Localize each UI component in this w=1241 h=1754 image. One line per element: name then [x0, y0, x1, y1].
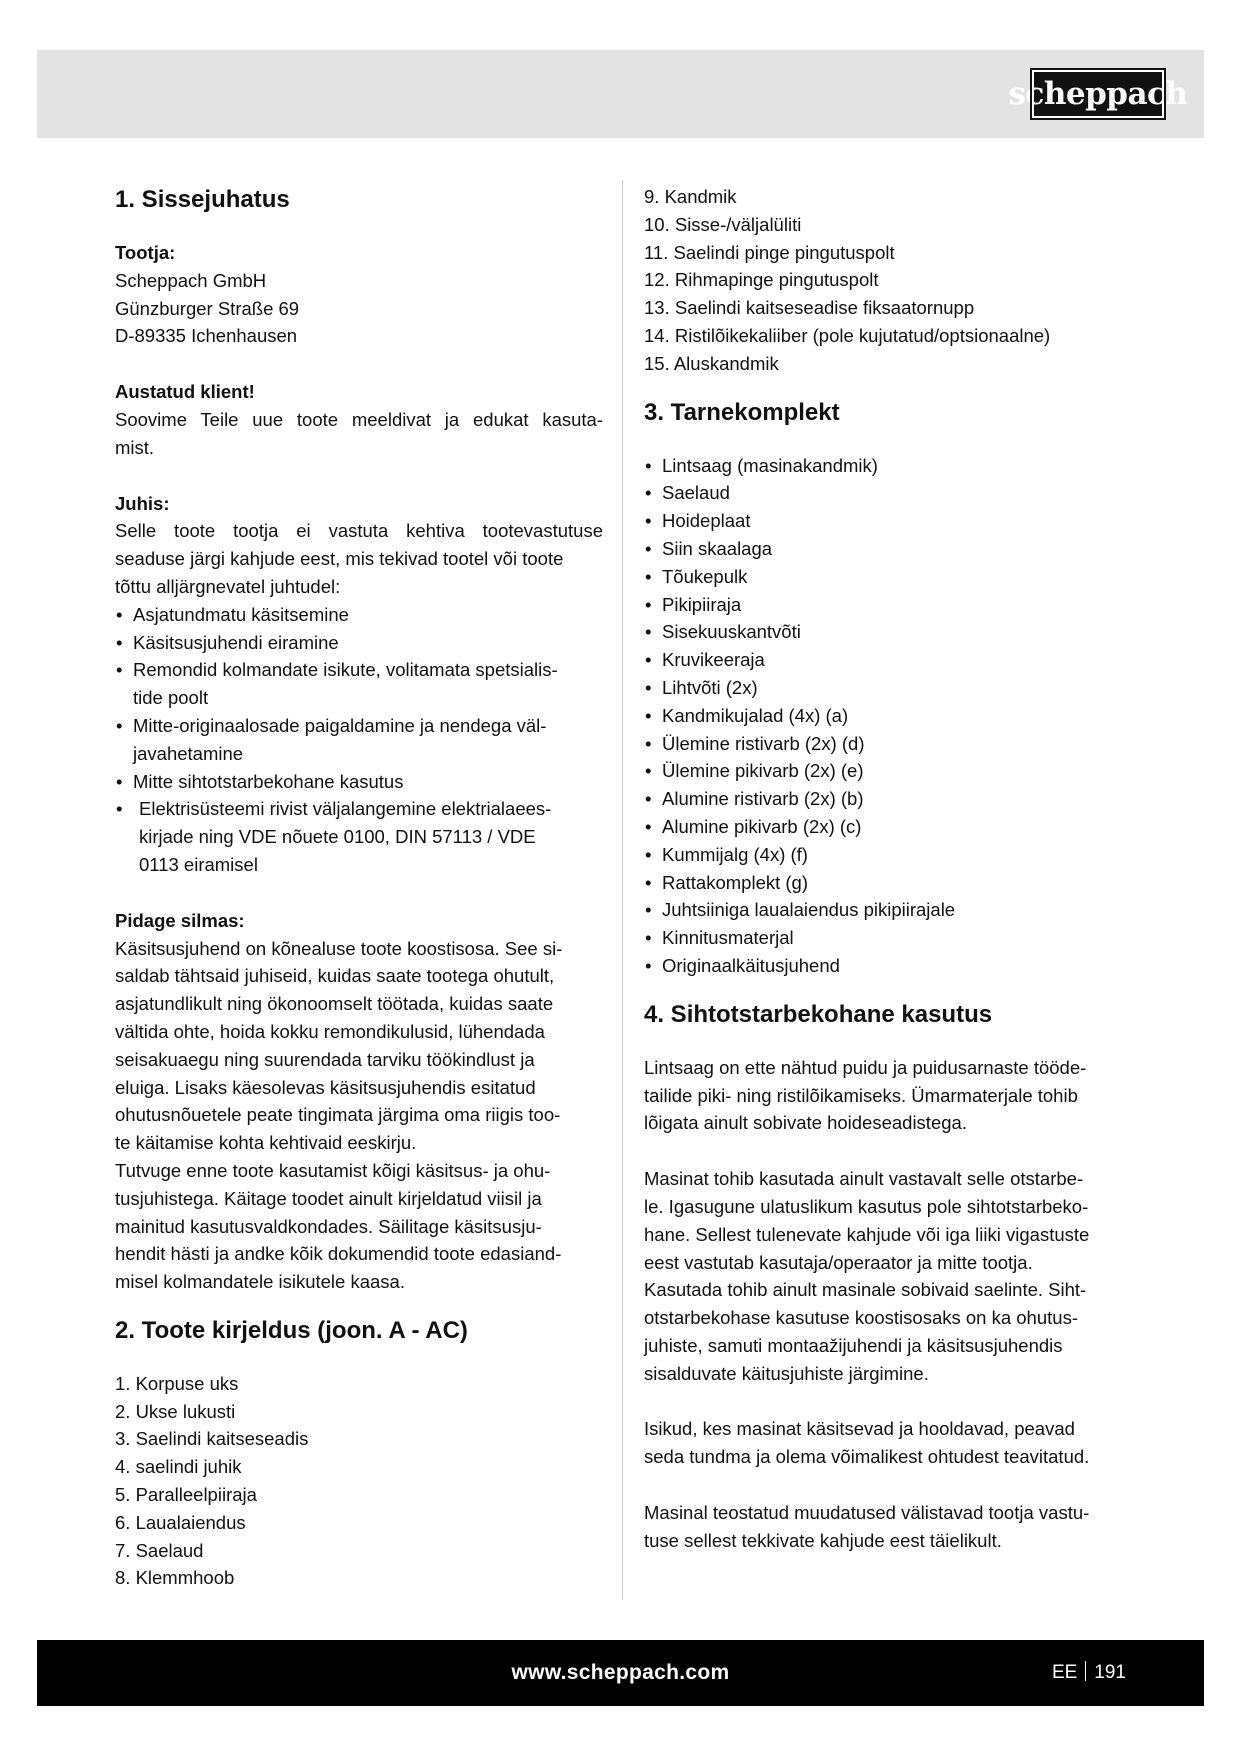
text-line: le. Igasugune ulatuslikum kasutus pole sihtotstarbeko- [644, 1195, 1089, 1217]
text-line: asjatundlikult ning ökonoomselt töötada, kuidas saate [115, 993, 554, 1015]
section-3-title: 3. Tarnekomplekt [644, 398, 840, 426]
text-line: vältida ohte, hoida kokku remondikulusid, lühendada [115, 1020, 545, 1042]
maker-line: D-89335 Ichenhausen [115, 325, 298, 347]
maker-label: Tootja: [115, 242, 176, 263]
text-line: otstarbekohase kasutuse koostisosaks on ka ohutus- [644, 1307, 1078, 1329]
list-item: • Alumine pikivarb (2x) (c) [644, 813, 1132, 841]
section-4-title: 4. Sihtotstarbekohane kasutus [644, 1000, 993, 1028]
list-item: 15. Aluskandmik [644, 352, 779, 374]
text-line: mainitud kasutusvaldkondades. Säilitage käsitsusju- [115, 1215, 542, 1237]
page-number-value: 191 [1094, 1662, 1126, 1683]
list-item: 10. Sisse-/väljalüliti [644, 213, 802, 235]
list-item: • Ülemine pikivarb (2x) (e) [644, 757, 1132, 785]
list-item: • Alumine ristivarb (2x) (b) [644, 785, 1132, 813]
page-number [1052, 1640, 1126, 1706]
remember-label: Pidage silmas: [115, 909, 245, 931]
text-line: hendit hästi ja andke kõik dokumendid toote edasiand- [115, 1243, 562, 1265]
list-item: • Pikipiiraja [644, 591, 1132, 619]
list-item: • Saelaud [644, 479, 1132, 507]
maker-line: Scheppach GmbH [115, 269, 267, 291]
liability-bullets [115, 601, 603, 879]
right-column [644, 183, 1132, 1555]
text-line: tuse sellest tekkivate kahjude eest täielikult. [644, 1529, 1002, 1551]
section-2-title: 2. Toote kirjeldus (joon. A - AC) [115, 1316, 468, 1344]
list-item: • Mitte sihtotstarbekohane kasutus [115, 768, 603, 796]
intended-use-paragraph-1 [644, 1054, 1132, 1137]
list-item: • Lihtvõti (2x) [644, 674, 1132, 702]
list-item: • Sisekuuskantvõti [644, 618, 1132, 646]
list-item: 7. Saelaud [115, 1539, 204, 1561]
text-line: ohutusnõuetele peate tingimata järgima oma riigis too- [115, 1104, 561, 1126]
list-item: • Siin skaalaga [644, 535, 1132, 563]
dear-line: Soovime Teile uue toote meeldivat ja edukat kasuta- [115, 408, 603, 430]
remember-paragraph [115, 935, 603, 1296]
text-line: misel kolmandatele isikutele kaasa. [115, 1271, 405, 1293]
text-line: te käitamise kohta kehtivaid eeskirju. [115, 1132, 417, 1154]
text-line: seda tundma ja olema võimalikest ohtudest teavitatud. [644, 1446, 1090, 1468]
list-item: 14. Ristilõikekaliiber (pole kujutatud/optsionaalne) [644, 324, 1051, 346]
text-line: saldab tähtsaid juhiseid, kuidas saate tootega ohutult, [115, 965, 555, 987]
text-line: hane. Sellest tulenevate kahjude või iga liiki vigastuste [644, 1223, 1090, 1245]
list-item: • Kruvikeeraja [644, 646, 1132, 674]
list-item: 8. Klemmhoob [115, 1567, 235, 1589]
list-item: • Originaalkäitusjuhend [644, 952, 1132, 980]
text-line: Lintsaag on ette nähtud puidu ja puidusarnaste tööde- [644, 1056, 1087, 1078]
list-item: 2. Ukse lukusti [115, 1400, 236, 1422]
text-line: juhiste, samuti montaažijuhendi ja käsitsusjuhendis [644, 1334, 1063, 1356]
list-item: • Ülemine ristivarb (2x) (d) [644, 730, 1132, 758]
list-item: • Juhtsiiniga laualaiendus pikipiirajale [644, 896, 1132, 924]
text-line: lõigata ainult sobivate hoideseadistega. [644, 1112, 967, 1134]
list-item: • Rattakomplekt (g) [644, 869, 1132, 897]
column-divider [622, 180, 623, 1600]
section-1-title: 1. Sissejuhatus [115, 186, 290, 213]
website-link[interactable]: www.scheppach.com [511, 1661, 730, 1684]
list-item: 11. Saelindi pinge pingutuspolt [644, 241, 895, 263]
intended-use-paragraph-4 [644, 1499, 1132, 1555]
text-line: sisalduvate käitusjuhiste järgimine. [644, 1362, 929, 1384]
list-item: 13. Saelindi kaitseseadise fiksaatornupp [644, 297, 975, 319]
list-item: 9. Kandmik [644, 186, 737, 207]
language-code: EE [1051, 1662, 1078, 1683]
text-line: Kasutada tohib ainult masinale sobivaid saelinte. Siht- [644, 1279, 1087, 1301]
delivery-scope-list [644, 452, 1132, 980]
list-item: • Mitte-originaalosade paigaldamine ja nendega väl- javahetamine [115, 712, 603, 768]
text-line: tusjuhistega. Käitage toodet ainult kirjeldatud viisil ja [115, 1187, 542, 1209]
footer-band [37, 1640, 1204, 1706]
left-column [115, 183, 603, 1592]
product-parts-list-continued [644, 183, 1132, 378]
note-label: Juhis: [115, 492, 170, 514]
list-item: 12. Rihmapinge pingutuspolt [644, 269, 879, 291]
list-item: 5. Paralleelpiiraja [115, 1484, 257, 1506]
separator [1085, 1661, 1086, 1681]
list-item: • Tõukepulk [644, 563, 1132, 591]
intended-use-paragraph-3 [644, 1415, 1132, 1471]
list-item: • Käsitsusjuhendi eiramine [115, 629, 603, 657]
header-band [37, 50, 1204, 138]
dear-line: mist. [115, 436, 155, 458]
list-item: • Hoideplaat [644, 507, 1132, 535]
note-line: Selle toote tootja ei vastuta kehtiva tootevastutuse [115, 520, 603, 542]
dear-label: Austatud klient! [115, 381, 255, 403]
list-item: • Lintsaag (masinakandmik) [644, 452, 1132, 480]
list-item: • Elektrisüsteemi rivist väljalangemine elektrialaees- kirjade ning VDE nõuete 0100, DIN 57113 / VDE 0113 eiramisel [115, 795, 603, 878]
brand-logo: scheppach [1032, 70, 1164, 118]
list-item: 3. Saelindi kaitseseadis [115, 1428, 309, 1450]
text-line: eest vastutab kasutaja/operaator ja mitte tootja. [644, 1251, 1033, 1273]
list-item: 4. saelindi juhik [115, 1456, 242, 1478]
text-line: seisakuaegu ning suurendada tarviku töökindlust ja [115, 1048, 535, 1070]
note-line: seaduse järgi kahjude eest, mis tekivad tootel või toote [115, 548, 564, 570]
maker-line: Günzburger Straße 69 [115, 297, 300, 319]
text-line: eluiga. Lisaks käesolevas käsitsusjuhendis esitatud [115, 1076, 536, 1098]
text-line: Käsitsusjuhend on kõnealuse toote koostisosa. See si- [115, 937, 563, 959]
list-item: • Kandmikujalad (4x) (a) [644, 702, 1132, 730]
text-line: Isikud, kes masinat käsitsevad ja hooldavad, peavad [644, 1418, 1075, 1440]
list-item: • Remondid kolmandate isikute, volitamata spetsialis- tide poolt [115, 656, 603, 712]
list-item: • Kummijalg (4x) (f) [644, 841, 1132, 869]
text-line: tailide piki- ning ristilõikamiseks. Ümarmaterjale tohib [644, 1084, 1078, 1106]
text-line: Masinal teostatud muudatused välistavad tootja vastu- [644, 1502, 1090, 1524]
intended-use-paragraph-2 [644, 1165, 1132, 1387]
text-line: Masinat tohib kasutada ainult vastavalt selle otstarbe- [644, 1168, 1084, 1190]
text-line: Tutvuge enne toote kasutamist kõigi käsitsus- ja ohu- [115, 1159, 551, 1181]
product-parts-list [115, 1370, 603, 1592]
list-item: 6. Laualaiendus [115, 1511, 246, 1533]
list-item: • Kinnitusmaterjal [644, 924, 1132, 952]
list-item: • Asjatundmatu käsitsemine [115, 601, 603, 629]
note-line: tõttu alljärgnevatel juhtudel: [115, 575, 341, 597]
list-item: 1. Korpuse uks [115, 1372, 239, 1394]
